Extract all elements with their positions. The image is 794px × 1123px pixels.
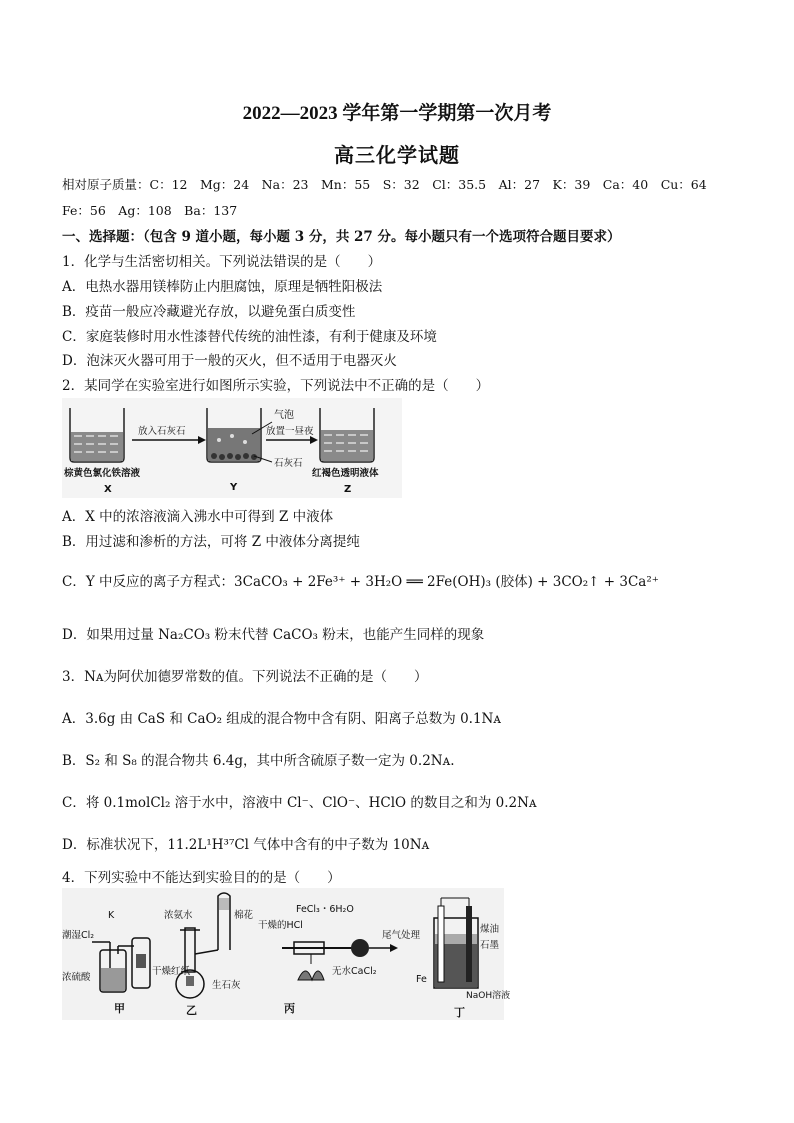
- q3-option-c: C．将 0.1molCl₂ 溶于水中，溶液中 Cl⁻、ClO⁻、HClO 的数目之和为 0.2Nᴀ: [62, 795, 537, 811]
- q1-option-b: B．疫苗一般应冷藏避光存放，以避免蛋白质变性: [62, 304, 356, 320]
- label-ding-fe: Fe: [416, 974, 427, 985]
- apparatus-figure: [62, 888, 511, 1020]
- q1-option-d: D．泡沫灭火器可用于一般的灭火，但不适用于电器灭火: [62, 353, 397, 369]
- label-bing-dry-hcl: 干燥的HCl: [258, 920, 303, 931]
- atomic-masses-line-2: Fe：56 Ag：108 Ba：137: [62, 203, 238, 218]
- label-bing-tail-gas: 尾气处理: [382, 930, 421, 941]
- q1-option-a: A．电热水器用镁棒防止内胆腐蚀，原理是牺牲阳极法: [62, 279, 383, 295]
- label-bing-fecl3: FeCl₃・6H₂O: [296, 904, 354, 915]
- label-bubble: 气泡: [274, 410, 294, 421]
- label-jia-acid: 浓硫酸: [62, 972, 91, 983]
- label-ding-kerosene: 煤油: [480, 924, 500, 935]
- label-x-solution: 棕黄色氯化铁溶液: [64, 468, 141, 479]
- label-yi-ammonia: 浓氨水: [164, 910, 193, 921]
- q3-stem: 3．Nᴀ为阿伏加德罗常数的值。下列说法不正确的是（ ）: [62, 669, 428, 685]
- label-ding-naoh: NaOH溶液: [466, 991, 511, 1001]
- exam-subtitle: 高三化学试题: [334, 145, 460, 167]
- section-heading: 一、选择题：（包含 9 道小题，每小题 3 分，共 27 分。每小题只有一个选项符合题目要求）: [62, 229, 621, 245]
- q3-option-a: A．3.6g 由 CaS 和 CaO₂ 组成的混合物中含有阴、阳离子总数为 0.1Nᴀ: [62, 711, 501, 727]
- beaker-figure: [62, 398, 402, 498]
- q2-option-c-equation: 3CaCO₃ + 2Fe³⁺ + 3H₂O ══ 2Fe(OH)₃ (胶体) + 3CO₂↑ + 3Ca²⁺: [234, 574, 659, 590]
- label-ding-graphite: 石墨: [480, 940, 500, 951]
- q4-stem: 4．下列实验中不能达到实验目的的是（ ）: [62, 870, 341, 886]
- label-y: Y: [230, 482, 238, 493]
- label-limestone: 石灰石: [274, 458, 303, 469]
- q2-option-d: D．如果用过量 Na₂CO₃ 粉末代替 CaCO₃ 粉末，也能产生同样的现象: [62, 627, 485, 643]
- q3-option-d: D．标准状况下，11.2L¹H³⁷Cl 气体中含有的中子数为 10Nᴀ: [62, 837, 430, 853]
- label-add-limestone: 放入石灰石: [138, 426, 186, 437]
- label-yi-lime: 生石灰: [212, 980, 241, 991]
- label-jia-k: K: [108, 910, 115, 921]
- q1-option-c: C．家庭装修时用水性漆替代传统的油性漆，有利于健康及环境: [62, 329, 437, 345]
- atomic-masses-line-1: 相对原子质量：C：12 Mg：24 Na：23 Mn：55 S：32 Cl：35.5 Al：27 K：39 Ca：40 Cu：64: [62, 177, 707, 192]
- label-ding: 丁: [454, 1006, 465, 1019]
- q2-option-b: B．用过滤和渗析的方法，可将 Z 中液体分离提纯: [62, 534, 360, 550]
- label-yi: 乙: [186, 1004, 197, 1017]
- label-jia-dry-paper: 干燥红纸: [152, 966, 191, 977]
- q2-option-c-prefix: C．Y 中反应的离子方程式：: [62, 574, 235, 590]
- label-x: X: [104, 484, 112, 495]
- q3-option-b: B．S₂ 和 S₈ 的混合物共 6.4g，其中所含硫原子数一定为 0.2Nᴀ.: [62, 753, 455, 769]
- q2-stem: 2．某同学在实验室进行如图所示实验，下列说法中不正确的是（ ）: [62, 378, 490, 394]
- exam-title: 2022—2023 学年第一学期第一次月考: [242, 103, 552, 124]
- label-overnight: 放置一昼夜: [266, 426, 314, 437]
- label-jia: 甲: [114, 1002, 125, 1015]
- q4-figure: [62, 888, 511, 1020]
- q2-option-c: [62, 570, 659, 590]
- q2-figure: [62, 398, 402, 498]
- label-bing-cacl2: 无水CaCl₂: [332, 966, 377, 977]
- label-bing: 丙: [284, 1002, 295, 1015]
- label-yi-cotton: 棉花: [234, 910, 254, 921]
- label-z: Z: [344, 484, 352, 495]
- q2-option-a: A．X 中的浓溶液滴入沸水中可得到 Z 中液体: [62, 509, 334, 525]
- label-jia-wet-cl2: 潮湿Cl₂: [62, 930, 95, 941]
- label-z-solution: 红褐色透明液体: [312, 468, 379, 479]
- q1-stem: 1．化学与生活密切相关。下列说法错误的是（ ）: [62, 254, 382, 270]
